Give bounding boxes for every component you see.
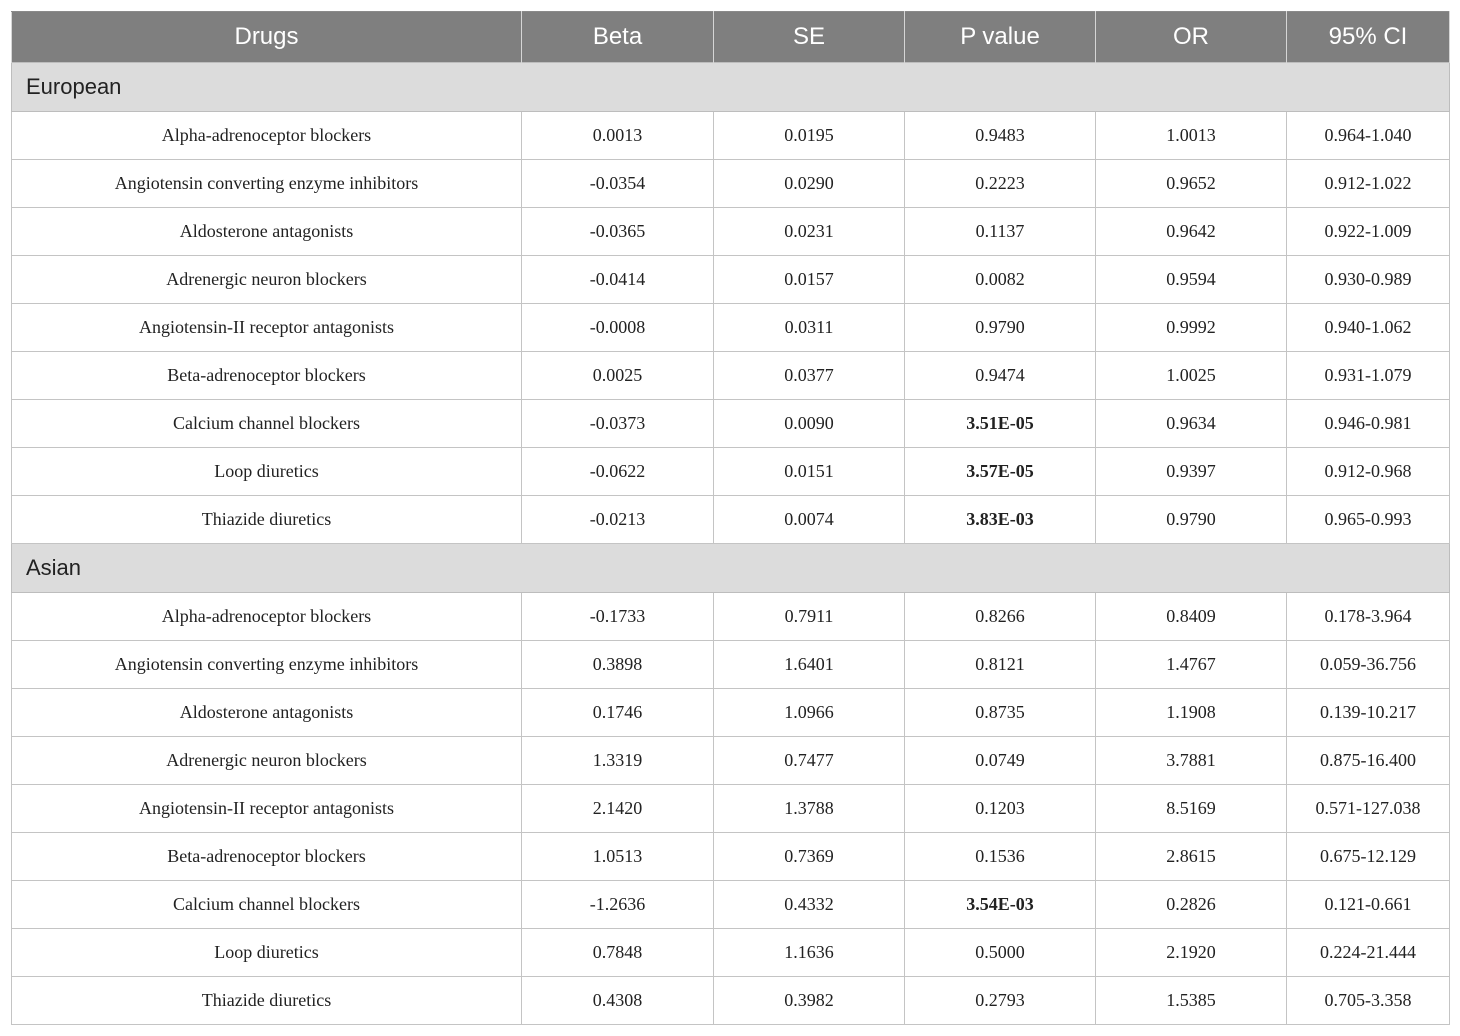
cell-drug: Alpha-adrenoceptor blockers [12, 593, 522, 641]
cell-beta: -0.1733 [522, 593, 714, 641]
cell-p-value: 0.2793 [905, 977, 1096, 1025]
cell-beta: -0.0622 [522, 448, 714, 496]
cell-se: 1.3788 [714, 785, 905, 833]
cell-or: 0.9790 [1096, 496, 1287, 544]
table-row [12, 352, 1450, 400]
cell-drug: Beta-adrenoceptor blockers [12, 352, 522, 400]
cell-ci: 0.930-0.989 [1287, 256, 1450, 304]
table-row [12, 208, 1450, 256]
cell-beta: 0.4308 [522, 977, 714, 1025]
cell-or: 0.9634 [1096, 400, 1287, 448]
cell-se: 1.0966 [714, 689, 905, 737]
cell-beta: 0.7848 [522, 929, 714, 977]
cell-or: 0.8409 [1096, 593, 1287, 641]
cell-beta: -0.0008 [522, 304, 714, 352]
section-row [12, 63, 1450, 112]
cell-beta: 2.1420 [522, 785, 714, 833]
table-row [12, 833, 1450, 881]
results-table [11, 11, 1450, 1025]
cell-or: 0.2826 [1096, 881, 1287, 929]
cell-or: 0.9642 [1096, 208, 1287, 256]
cell-beta: -1.2636 [522, 881, 714, 929]
table-row [12, 929, 1450, 977]
section-label: European [12, 63, 1450, 112]
cell-drug: Aldosterone antagonists [12, 689, 522, 737]
section-row [12, 544, 1450, 593]
cell-beta: -0.0354 [522, 160, 714, 208]
column-header-drugs: Drugs [12, 12, 522, 63]
cell-drug: Loop diuretics [12, 448, 522, 496]
cell-se: 0.0151 [714, 448, 905, 496]
cell-ci: 0.940-1.062 [1287, 304, 1450, 352]
table-body [12, 63, 1450, 1025]
cell-or: 2.1920 [1096, 929, 1287, 977]
section-label: Asian [12, 544, 1450, 593]
cell-ci: 0.922-1.009 [1287, 208, 1450, 256]
cell-se: 0.7477 [714, 737, 905, 785]
cell-or: 3.7881 [1096, 737, 1287, 785]
cell-ci: 0.965-0.993 [1287, 496, 1450, 544]
column-header-beta: Beta [522, 12, 714, 63]
cell-beta: 0.0013 [522, 112, 714, 160]
cell-ci: 0.912-0.968 [1287, 448, 1450, 496]
cell-p-value: 0.9483 [905, 112, 1096, 160]
cell-se: 0.0377 [714, 352, 905, 400]
cell-p-value: 0.8266 [905, 593, 1096, 641]
cell-se: 1.1636 [714, 929, 905, 977]
table-row [12, 881, 1450, 929]
cell-se: 0.7911 [714, 593, 905, 641]
cell-se: 0.0090 [714, 400, 905, 448]
column-header-or: OR [1096, 12, 1287, 63]
cell-ci: 0.964-1.040 [1287, 112, 1450, 160]
cell-ci: 0.121-0.661 [1287, 881, 1450, 929]
cell-or: 0.9594 [1096, 256, 1287, 304]
table-row [12, 785, 1450, 833]
cell-drug: Calcium channel blockers [12, 400, 522, 448]
cell-ci: 0.875-16.400 [1287, 737, 1450, 785]
cell-se: 0.0290 [714, 160, 905, 208]
cell-se: 0.4332 [714, 881, 905, 929]
cell-drug: Alpha-adrenoceptor blockers [12, 112, 522, 160]
header-row [12, 12, 1450, 63]
cell-se: 0.0311 [714, 304, 905, 352]
cell-drug: Beta-adrenoceptor blockers [12, 833, 522, 881]
table-row [12, 448, 1450, 496]
cell-beta: -0.0373 [522, 400, 714, 448]
cell-drug: Adrenergic neuron blockers [12, 737, 522, 785]
cell-se: 0.0195 [714, 112, 905, 160]
cell-or: 0.9652 [1096, 160, 1287, 208]
cell-p-value: 0.5000 [905, 929, 1096, 977]
cell-ci: 0.139-10.217 [1287, 689, 1450, 737]
cell-p-value: 0.9790 [905, 304, 1096, 352]
cell-drug: Calcium channel blockers [12, 881, 522, 929]
table-row [12, 256, 1450, 304]
cell-or: 1.4767 [1096, 641, 1287, 689]
table-row [12, 160, 1450, 208]
cell-drug: Aldosterone antagonists [12, 208, 522, 256]
cell-p-value: 3.57E-05 [905, 448, 1096, 496]
cell-ci: 0.059-36.756 [1287, 641, 1450, 689]
cell-p-value: 0.8121 [905, 641, 1096, 689]
cell-drug: Adrenergic neuron blockers [12, 256, 522, 304]
cell-beta: 0.0025 [522, 352, 714, 400]
cell-drug: Angiotensin converting enzyme inhibitors [12, 160, 522, 208]
table-row [12, 304, 1450, 352]
cell-beta: 1.3319 [522, 737, 714, 785]
cell-se: 0.3982 [714, 977, 905, 1025]
cell-or: 0.9397 [1096, 448, 1287, 496]
table-row [12, 977, 1450, 1025]
cell-p-value: 0.0749 [905, 737, 1096, 785]
cell-ci: 0.224-21.444 [1287, 929, 1450, 977]
cell-p-value: 0.9474 [905, 352, 1096, 400]
cell-p-value: 3.54E-03 [905, 881, 1096, 929]
cell-ci: 0.178-3.964 [1287, 593, 1450, 641]
cell-or: 1.1908 [1096, 689, 1287, 737]
cell-se: 0.0231 [714, 208, 905, 256]
table-row [12, 496, 1450, 544]
cell-or: 8.5169 [1096, 785, 1287, 833]
cell-drug: Thiazide diuretics [12, 496, 522, 544]
cell-p-value: 0.0082 [905, 256, 1096, 304]
cell-drug: Thiazide diuretics [12, 977, 522, 1025]
table-row [12, 737, 1450, 785]
cell-ci: 0.946-0.981 [1287, 400, 1450, 448]
cell-p-value: 3.51E-05 [905, 400, 1096, 448]
cell-drug: Loop diuretics [12, 929, 522, 977]
cell-or: 2.8615 [1096, 833, 1287, 881]
cell-drug: Angiotensin converting enzyme inhibitors [12, 641, 522, 689]
cell-se: 0.7369 [714, 833, 905, 881]
cell-p-value: 0.1536 [905, 833, 1096, 881]
cell-beta: 1.0513 [522, 833, 714, 881]
column-header-ci: 95% CI [1287, 12, 1450, 63]
cell-beta: 0.1746 [522, 689, 714, 737]
cell-ci: 0.705-3.358 [1287, 977, 1450, 1025]
cell-se: 0.0157 [714, 256, 905, 304]
cell-ci: 0.675-12.129 [1287, 833, 1450, 881]
column-header-p-value: P value [905, 12, 1096, 63]
cell-or: 1.0013 [1096, 112, 1287, 160]
cell-beta: -0.0365 [522, 208, 714, 256]
cell-beta: -0.0213 [522, 496, 714, 544]
cell-or: 1.5385 [1096, 977, 1287, 1025]
cell-beta: 0.3898 [522, 641, 714, 689]
table-row [12, 689, 1450, 737]
table-row [12, 593, 1450, 641]
cell-ci: 0.931-1.079 [1287, 352, 1450, 400]
cell-ci: 0.571-127.038 [1287, 785, 1450, 833]
cell-drug: Angiotensin-II receptor antagonists [12, 785, 522, 833]
cell-p-value: 0.1203 [905, 785, 1096, 833]
cell-drug: Angiotensin-II receptor antagonists [12, 304, 522, 352]
cell-ci: 0.912-1.022 [1287, 160, 1450, 208]
cell-p-value: 0.8735 [905, 689, 1096, 737]
cell-se: 0.0074 [714, 496, 905, 544]
cell-se: 1.6401 [714, 641, 905, 689]
table-row [12, 112, 1450, 160]
cell-p-value: 3.83E-03 [905, 496, 1096, 544]
cell-beta: -0.0414 [522, 256, 714, 304]
table-row [12, 400, 1450, 448]
column-header-se: SE [714, 12, 905, 63]
table-row [12, 641, 1450, 689]
cell-or: 1.0025 [1096, 352, 1287, 400]
cell-p-value: 0.2223 [905, 160, 1096, 208]
cell-p-value: 0.1137 [905, 208, 1096, 256]
cell-or: 0.9992 [1096, 304, 1287, 352]
